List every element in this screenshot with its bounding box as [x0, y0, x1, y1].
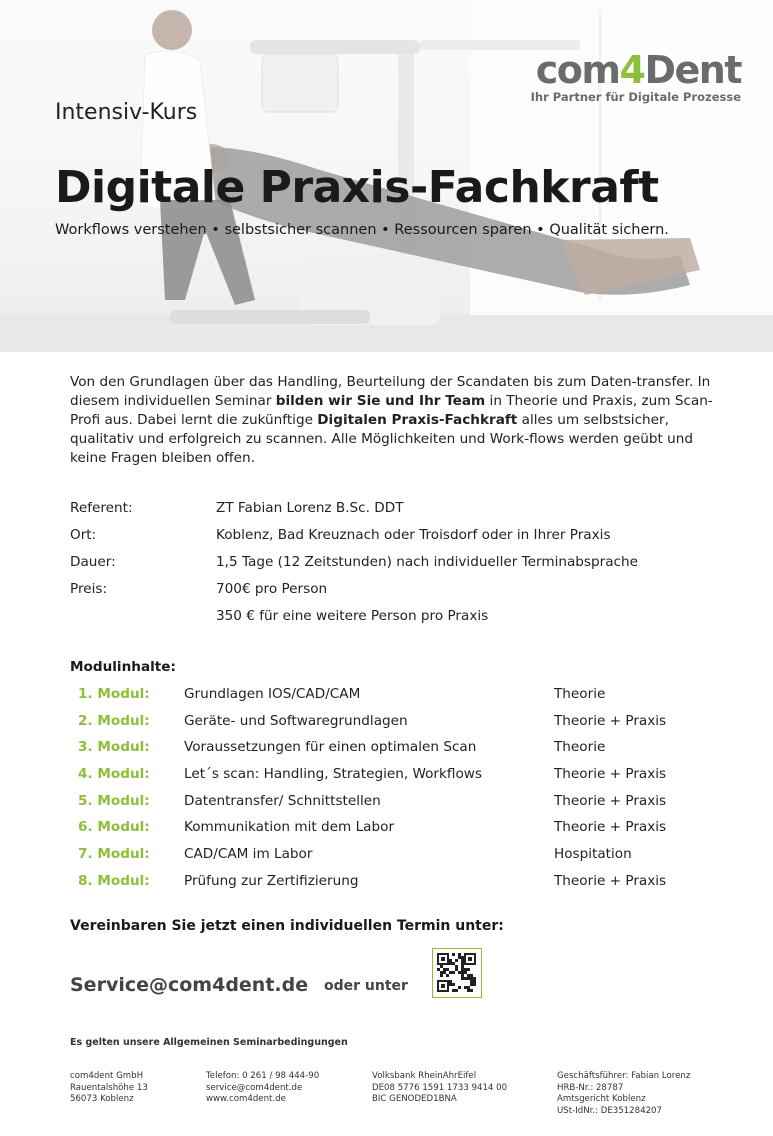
- module-title: Kommunikation mit dem Labor: [184, 819, 395, 836]
- logo-wordmark: com4Dent: [535, 48, 741, 92]
- module-title: Grundlagen IOS/CAD/CAM: [184, 686, 361, 702]
- footer-company: com4dent GmbH Rauentalshöhe 13 56073 Koblenz: [70, 1071, 148, 1104]
- footer-email-link[interactable]: service@com4dent.de: [206, 1082, 303, 1093]
- or-label: oder unter: [324, 978, 408, 994]
- fact-value: 700€ pro Person: [216, 581, 328, 597]
- fact-key: Dauer:: [70, 554, 116, 570]
- company-logo: [531, 50, 741, 104]
- logo-tagline: Ihr Partner für Digitale Prozesse: [530, 90, 741, 104]
- intro-paragraph: Von den Grundlagen über das Handling, Beurteilung der Scandaten bis zum Daten-transfer. In diesem individuellen Seminar bilden wir Sie und Ihr Team in Theorie und Praxis, zum Scan-Profi aus. Dabei lernt die zukünftige Digitalen Praxis-Fachkraft alles um selbstsicher, qualitativ und erfolgreich zu scannen. Alle Möglichkeiten und Work-flows werden geübt und keine Fragen bleiben offen.: [70, 374, 713, 466]
- footer-phone: Telefon: 0 261 / 98 444-90: [206, 1071, 320, 1081]
- module-type: Hospitation: [554, 846, 632, 863]
- fact-key: Referent:: [70, 500, 133, 516]
- hero-photo: [0, 0, 773, 352]
- module-type: Theorie: [554, 739, 606, 756]
- terms-notice[interactable]: Es gelten unsere Allgemeinen Seminarbedingungen: [70, 1037, 348, 1048]
- module-number: 8. Modul:: [78, 872, 150, 889]
- module-number: 5. Modul:: [78, 792, 150, 809]
- footer-bank: Volksbank RheinAhrEifel DE08 5776 1591 1733 9414 00 BIC GENODED1BNA: [372, 1071, 508, 1104]
- module-type: Theorie + Praxis: [554, 712, 667, 729]
- fact-value: ZT Fabian Lorenz B.Sc. DDT: [216, 500, 404, 516]
- footer-contact: [206, 1071, 319, 1106]
- module-title: CAD/CAM im Labor: [184, 846, 313, 863]
- module-title: Prüfung zur Zertifizierung: [184, 872, 359, 889]
- module-title: Geräte- und Softwaregrundlagen: [184, 712, 408, 729]
- cta-text: Vereinbaren Sie jetzt einen individuellen Termin unter:: [70, 918, 504, 934]
- qr-code[interactable]: [432, 948, 482, 998]
- module-type: Theorie: [554, 686, 606, 702]
- module-number: 4. Modul:: [78, 766, 150, 783]
- page-subtitle: Workflows verstehen • selbstsicher scannen • Ressourcen sparen • Qualität sichern.: [55, 222, 669, 238]
- module-number: 3. Modul:: [78, 739, 150, 756]
- modules-heading: Modulinhalte:: [70, 659, 176, 675]
- fact-value: Koblenz, Bad Kreuznach oder Troisdorf oder in Ihrer Praxis: [216, 527, 611, 543]
- fact-key: Preis:: [70, 581, 108, 597]
- module-type: Theorie + Praxis: [554, 792, 667, 809]
- module-title: Datentransfer/ Schnittstellen: [184, 792, 381, 809]
- course-kicker: Intensiv-Kurs: [55, 100, 198, 125]
- module-number: 2. Modul:: [78, 712, 150, 729]
- page-title: Digitale Praxis-Fachkraft: [55, 162, 659, 213]
- fact-key: Ort:: [70, 527, 97, 543]
- fact-value: 1,5 Tage (12 Zeitstunden) nach individueller Terminabsprache: [216, 554, 639, 570]
- module-type: Theorie + Praxis: [554, 819, 667, 836]
- footer-website-link[interactable]: www.com4dent.de: [206, 1094, 286, 1104]
- service-email-link[interactable]: Service@com4dent.de: [70, 974, 309, 996]
- module-title: Let´s scan: Handling, Strategien, Workflows: [184, 766, 482, 783]
- qr-code-pattern: [437, 953, 476, 992]
- module-type: Theorie + Praxis: [554, 766, 667, 783]
- fact-value: 350 € für eine weitere Person pro Praxis: [216, 608, 489, 624]
- footer-legal: Geschäftsführer: Fabian Lorenz HRB-Nr.: 28787 Amtsgericht Koblenz USt-IdNr.: DE351284207: [557, 1071, 691, 1116]
- module-number: 7. Modul:: [78, 846, 150, 863]
- module-type: Theorie + Praxis: [554, 872, 667, 889]
- module-title: Voraussetzungen für einen optimalen Scan: [184, 739, 477, 756]
- module-number: 1. Modul:: [78, 686, 150, 702]
- module-number: 6. Modul:: [78, 819, 150, 836]
